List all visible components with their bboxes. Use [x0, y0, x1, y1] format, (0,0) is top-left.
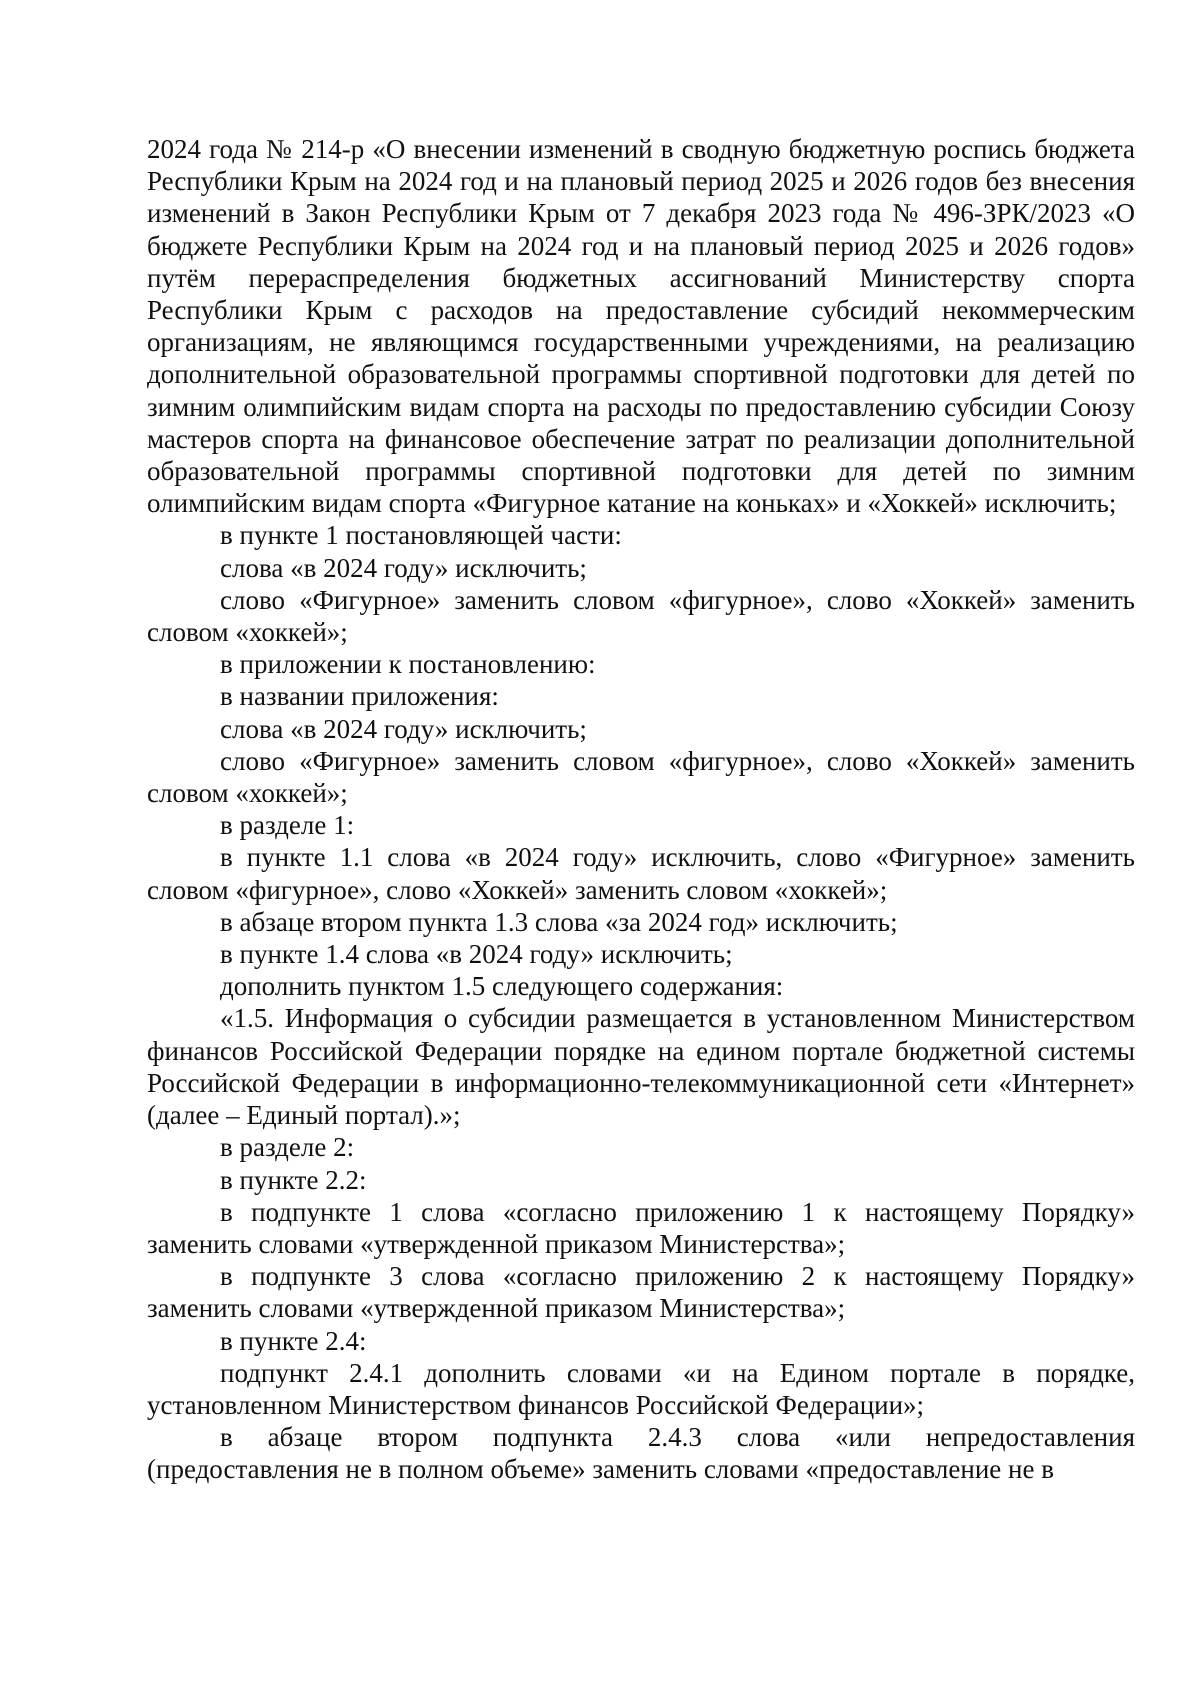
- paragraph-item-1-1: в пункте 1.1 слова «в 2024 году» исключить, слово «Фигурное» заменить словом «фигурное», слово «Хоккей» заменить словом «хоккей»;: [147, 842, 1135, 905]
- paragraph-appendix-words: слова «в 2024 году» исключить;: [220, 713, 587, 744]
- paragraph-appendix-heading: в приложении к постановлению:: [220, 649, 596, 680]
- paragraph-add-item-1-5: дополнить пунктом 1.5 следующего содержания:: [220, 971, 784, 1002]
- paragraph-item-1-4: в пункте 1.4 слова «в 2024 году» исключить;: [220, 939, 733, 970]
- paragraph-clause-1-heading: в пункте 1 постановляющей части:: [220, 520, 622, 551]
- paragraph-appendix-replace: слово «Фигурное» заменить словом «фигурное», слово «Хоккей» заменить словом «хоккей»;: [147, 745, 1135, 809]
- paragraph-item-1-5-text: «1.5. Информация о субсидии размещается в установленном Министерством финансов Российской Федерации порядке на едином портале бюджетной системы Российской Федерации в информационно-телекоммуникационной сети «Интернет» (далее – Единый портал).»;: [147, 1003, 1135, 1131]
- paragraph-subitem-3: в подпункте 3 слова «согласно приложению 2 к настоящему Порядку» заменить словами «утвержденной приказом Министерства»;: [147, 1261, 1135, 1324]
- paragraph-appendix-title: в названии приложения:: [220, 681, 499, 712]
- paragraph-section-2-heading: в разделе 2:: [220, 1132, 355, 1163]
- paragraph-clause-1-replace: слово «Фигурное» заменить словом «фигурное», слово «Хоккей» заменить словом «хоккей»;: [147, 584, 1135, 648]
- paragraph-item-2-2-heading: в пункте 2.2:: [220, 1164, 367, 1195]
- paragraph-budget-amendment: 2024 года № 214-р «О внесении изменений в сводную бюджетную роспись бюджета Республики Крым на 2024 год и на плановый период 2025 и 2026 годов без внесения изменений в Закон Республики Крым от 7 декабря 2023 года № 496-ЗРК/2023 «О бюджете Республики Крым на 2024 год и на плановый период 2025 и 2026 годов» путём перераспределения бюджетных ассигнований Министерству спорта Республики Крым с расходов на предоставление субсидий некоммерческим организациям, не являющимся государственными учреждениями, на реализацию дополнительной образовательной программы спортивной подготовки для детей по зимним олимпийским видам спорта на расходы по предоставлению субсидии Союзу мастеров спорта на финансовое обеспечение затрат по реализации дополнительной образовательной программы спортивной подготовки для детей по зимним олимпийским видам спорта «Фигурное катание на коньках» и «Хоккей» исключить;: [147, 134, 1135, 519]
- document-body: [147, 133, 1135, 1486]
- paragraph-item-2-4-heading: в пункте 2.4:: [220, 1325, 367, 1356]
- paragraph-subitem-1: в подпункте 1 слова «согласно приложению 1 к настоящему Порядку» заменить словами «утвержденной приказом Министерства»;: [147, 1196, 1135, 1259]
- paragraph-subitem-2-4-3: в абзаце втором подпункта 2.4.3 слова «или непредоставления (предоставления не в полном объеме» заменить словами «предоставление не в: [147, 1422, 1135, 1485]
- paragraph-subitem-2-4-1: подпункт 2.4.1 дополнить словами «и на Едином портале в порядке, установленном Министерством финансов Российской Федерации»;: [147, 1357, 1135, 1420]
- paragraph-clause-1-words: слова «в 2024 году» исключить;: [220, 552, 587, 583]
- paragraph-section-1-heading: в разделе 1:: [220, 810, 355, 841]
- paragraph-item-1-3: в абзаце втором пункта 1.3 слова «за 2024 год» исключить;: [220, 906, 898, 937]
